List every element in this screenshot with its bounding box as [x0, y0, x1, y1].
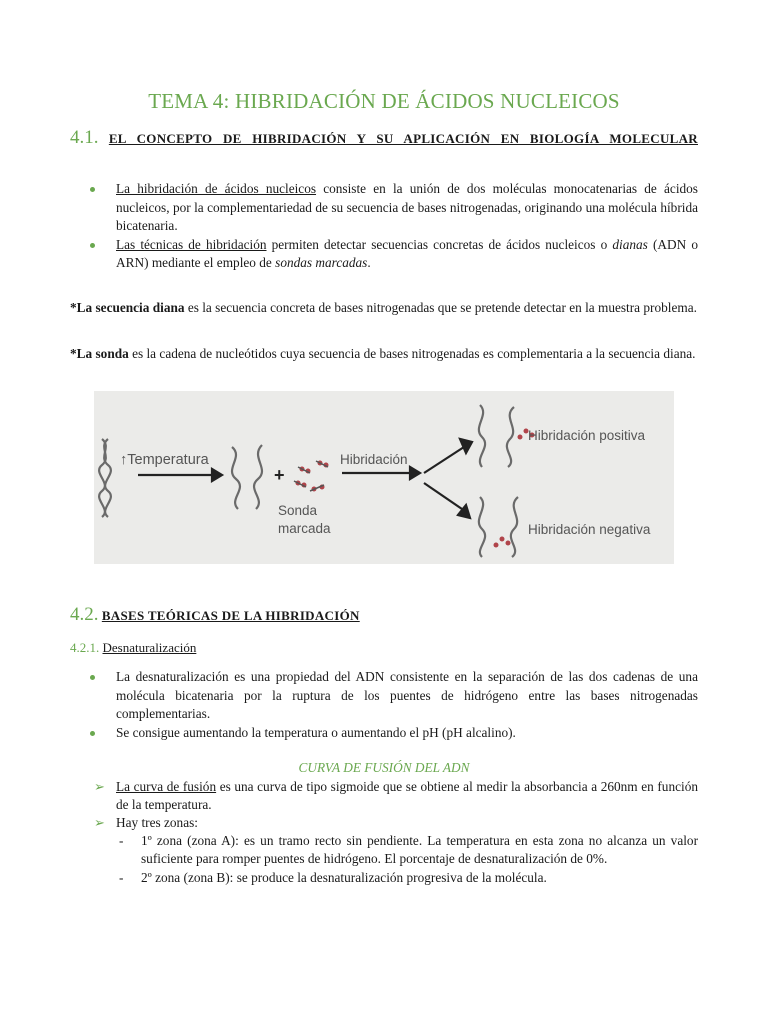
section-number: 4.2. — [70, 604, 99, 625]
double-helix-icon — [99, 439, 111, 517]
term-techniques: Las técnicas de hibridación — [116, 236, 267, 252]
diverging-arrows-icon — [424, 439, 472, 518]
positive-label: Hibridación positiva — [528, 428, 646, 443]
subsection-title: Desnaturalización — [102, 640, 197, 655]
text-span: permiten detectar secuencias concretas de ácidos nucleicos o — [266, 236, 613, 252]
list-item — [70, 236, 698, 273]
positive-hybrid-icon — [479, 405, 514, 467]
plus-sign: + — [274, 465, 285, 485]
arrow-bullet-icon: ➢ — [94, 779, 105, 794]
subsection-heading — [70, 640, 196, 656]
curve-list — [70, 778, 698, 887]
hybridization-bullets — [70, 180, 698, 273]
list-item — [116, 832, 698, 869]
arrow-icon — [138, 469, 222, 481]
section-4-1-heading — [70, 129, 698, 148]
section-number: 4.1. — [70, 127, 99, 148]
emphasis-sondas: sondas marcadas — [275, 255, 368, 270]
bullet-icon — [90, 187, 95, 192]
bullet-text: Hay tres zonas: — [116, 815, 198, 830]
section-4-2-heading — [70, 606, 698, 625]
arrow-bullet-icon: ➢ — [94, 815, 105, 830]
subsection-number: 4.2.1. — [70, 640, 100, 655]
note-probe — [70, 345, 698, 363]
dash-bullet: - — [119, 869, 124, 885]
bullet-text: Se consigue aumentando la temperatura o aumentando el pH (pH alcalino). — [116, 724, 516, 740]
list-item — [116, 869, 698, 887]
dash-bullet: - — [119, 833, 124, 848]
emphasis-dianas: dianas — [612, 236, 648, 252]
zone-text: 1º zona (zona A): es un tramo recto sin pendiente. La temperatura en esta zona no alcanza un valor suficiente para romper puentes de hidrógeno. El porcentaje de desnaturalización de 0%. — [141, 833, 698, 867]
negative-probe-icon — [494, 537, 511, 548]
note-text: es la secuencia concreta de bases nitrogenadas que se pretende detectar en la muestra problema. — [184, 300, 697, 315]
single-strand-icon — [232, 445, 262, 509]
probe-label-line1: Sonda — [278, 503, 318, 518]
text-span: (ADN o ARN) mediante el empleo de — [116, 236, 698, 270]
note-term: *La secuencia diana — [70, 300, 185, 315]
curve-title: CURVA DE FUSIÓN DEL ADN — [298, 760, 470, 775]
hybridization-label: Hibridación — [340, 452, 408, 467]
list-item — [70, 814, 698, 887]
bullet-text: La desnaturalización es una propiedad del ADN consistente en la separación de las dos cadenas de una molécula bicatenaria por la ruptura de los puentes de hidrógeno entre las bases nitrogenadas complementarias. — [116, 669, 698, 721]
section-title: BASES TEÓRICAS DE LA HIBRIDACIÓN — [101, 608, 360, 623]
negative-label: Hibridación negativa — [528, 522, 651, 537]
note-term: *La sonda — [70, 346, 129, 361]
hybridization-figure — [94, 391, 674, 564]
negative-strands-icon — [479, 497, 518, 557]
bullet-text: es una curva de tipo sigmoide que se obtiene al medir la absorbancia a 260nm en función de la temperatura. — [116, 779, 698, 812]
document-title: TEMA 4: HIBRIDACIÓN DE ÁCIDOS NUCLEICOS — [148, 89, 620, 113]
zone-text: 2º zona (zona B): se produce la desnaturalización progresiva de la molécula. — [141, 869, 547, 885]
list-item — [70, 778, 698, 814]
section-title: EL CONCEPTO DE HIBRIDACIÓN Y SU APLICACIÓN EN BIOLOGÍA MOLECULAR — [108, 131, 698, 146]
list-item — [70, 724, 698, 743]
bullet-icon — [90, 675, 95, 680]
term-melting-curve: La curva de fusión — [116, 779, 217, 794]
figure-drawing — [94, 391, 674, 564]
note-target-sequence — [70, 299, 698, 317]
denaturation-bullets — [70, 668, 698, 742]
arrow-icon — [342, 467, 420, 479]
zones-list — [116, 832, 698, 887]
list-item — [70, 180, 698, 236]
probe-label-line2: marcada — [278, 521, 331, 536]
text-span: . — [367, 255, 371, 270]
bullet-icon — [90, 731, 95, 736]
bullet-icon — [90, 243, 95, 248]
note-text: es la cadena de nucleótidos cuya secuencia de bases nitrogenadas es complementaria a la secuencia diana. — [128, 346, 696, 361]
term-hybridization: La hibridación de ácidos nucleicos — [116, 181, 317, 196]
list-item — [70, 668, 698, 724]
temperature-label: ↑Temperatura — [120, 452, 209, 468]
definition-text: consiste en la unión de dos moléculas monocatenarias de ácidos nucleicos, por la complementariedad de su secuencia de bases nitrogenadas, originando una molécula híbrida bicatenaria. — [116, 181, 698, 233]
